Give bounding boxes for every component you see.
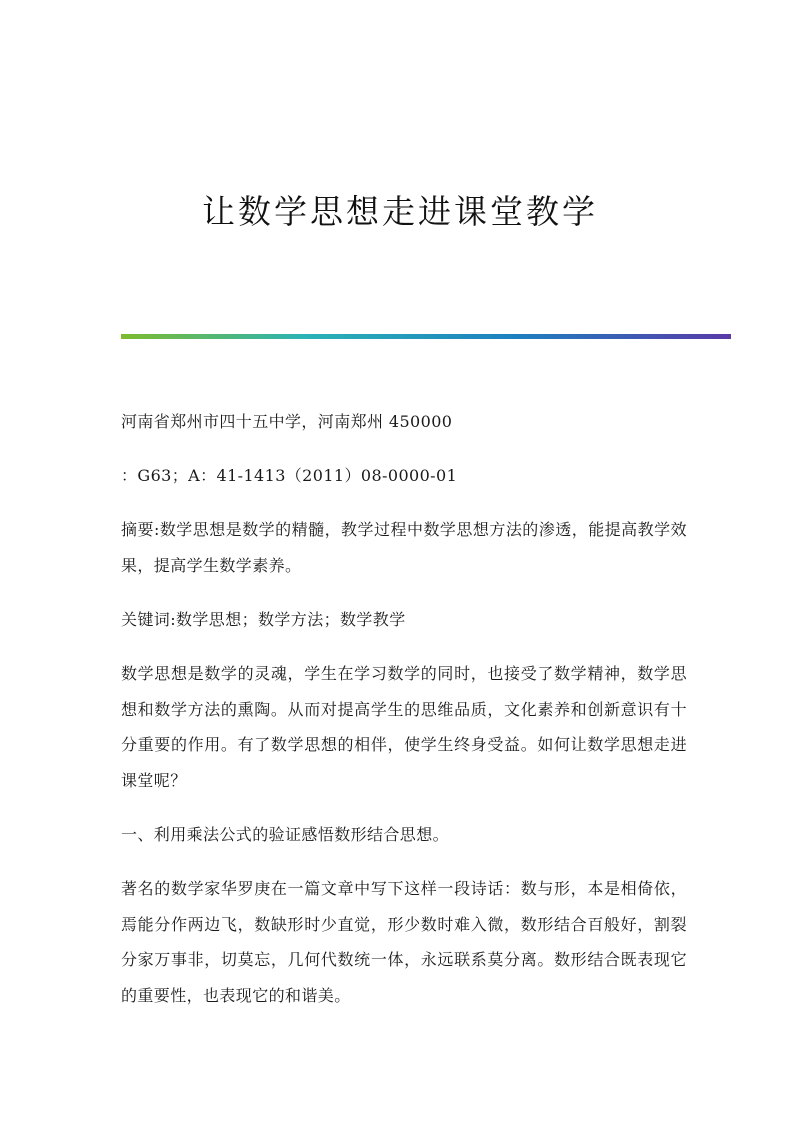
abstract-paragraph: 摘要:数学思想是数学的精髓，教学过程中数学思想方法的渗透，能提高教学效果，提高学生数学素养。 <box>121 520 687 575</box>
section-heading: 一、利用乘法公式的验证感悟数形结合思想。 <box>121 824 450 844</box>
author-affiliation: 河南省郑州市四十五中学，河南郑州 450000 <box>121 412 453 431</box>
keywords-paragraph: 关键词:数学思想；数学方法；数学教学 <box>121 609 406 629</box>
document-body <box>121 404 687 1032</box>
intro-paragraph: 数学思想是数学的灵魂，学生在学习数学的同时，也接受了数学精神，数学思想和数学方法的熏陶。从而对提高学生的思维品质，文化素养和创新意识有十分重要的作用。有了数学思想的相伴，使学生终身受益。如何让数学思想走进课堂呢？ <box>121 663 687 790</box>
body-paragraph: 著名的数学家华罗庚在一篇文章中写下这样一段诗话：数与形，本是相倚依，焉能分作两边飞，数缺形时少直觉，形少数时难入微，数形结合百般好，割裂分家万事非，切莫忘，几何代数统一体，永远联系莫分离。数形结合既表现它的重要性，也表现它的和谐美。 <box>121 878 687 1005</box>
gradient-divider <box>121 334 731 339</box>
classification-code: ：G63；A：41-1413（2011）08-0000-01 <box>121 466 458 486</box>
document-title: 让数学思想走进课堂教学 <box>202 192 598 231</box>
